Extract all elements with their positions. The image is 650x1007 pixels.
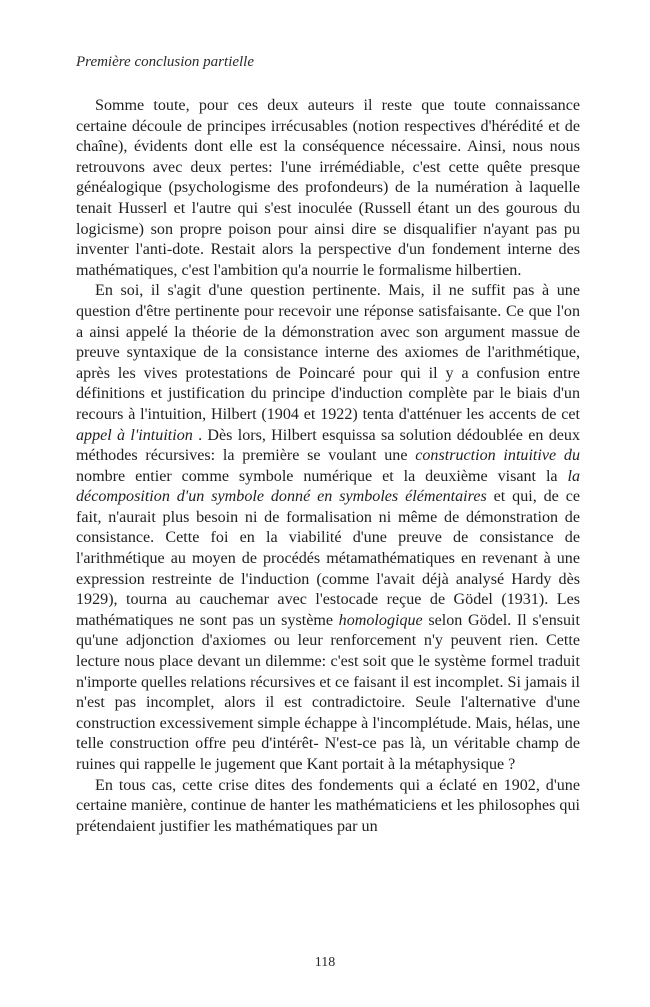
italic-word-homologique: homologique xyxy=(338,611,423,629)
page-number: 118 xyxy=(314,955,336,970)
text-segment: Somme toute, pour ces deux auteurs il reste que toute connaissance certaine découle de principes irrécusables (notion respectives d'hérédité et de chaîne), évidents dont elle est la conséquence nécessaire. Ainsi, nous nous retrouvons avec deux pertes: l'une irrémédiable, c'est cette quête presque généalogique (psychologisme des profondeurs) de la numération à laquelle tenait Husserl et l'autre qui s'est inoculée (Russell étant un des gourous du logicisme) son propre poison pour ainsi dire se disqualifier n'ayant pas pu inventer l'anti-dote. Restait alors la perspective d'un fondement interne des mathématiques, c'est l'ambition qu'a nourrie le formalisme hilbertien. xyxy=(76,97,580,279)
running-header: Première conclusion partielle xyxy=(76,54,255,70)
italic-phrase-decomposition: la décomposition d'un symbole donné en symboles élémentaires xyxy=(76,467,580,506)
italic-phrase-appel-a-l-intuition: appel à l'intuition xyxy=(76,426,193,444)
text-segment: nombre entier comme symbole numérique et la deuxième visant la xyxy=(76,467,568,485)
text-segment: En tous cas, cette crise dites des fondements qui a éclaté en 1902, d'une certaine manière, continue de hanter les mathématiciens et les philosophes qui prétendaient justifier les mathématiques par un xyxy=(76,776,580,835)
text-segment: et qui, de ce fait, n'aurait plus besoin ni de formalisation ni même de démonstration de consistance. Cette foi en la viabilité d'une preuve de consistance de l'arithmétique au moyen de procédés métamathématiques en revenant à une expression restreinte de l'induction (comme l'avait déjà analysé Hardy dès 1929), tourna au cauchemar avec l'estocade reçue de Gödel (1931). Les mathématiques ne sont pas un système xyxy=(76,488,581,629)
paragraph-1 xyxy=(76,96,580,281)
italic-phrase-construction-intuitive: construction intuitive du xyxy=(415,447,580,465)
paragraph-3 xyxy=(76,776,580,838)
paragraph-2 xyxy=(76,281,580,775)
text-segment: . Dès lors, Hilbert esquissa sa solution dédoublée en deux méthodes récursives: la première se voulant une xyxy=(76,426,580,465)
body-text xyxy=(76,96,580,837)
text-segment: selon Gödel. Il s'ensuit qu'une adjonction d'axiomes ou leur renforcement n'y peuvent rien. Cette lecture nous place devant un dilemme: c'est soit que le système formel traduit n'importe quelles relations récursives et ce faisant il est incomplet. Si jamais il n'est pas incomplet, alors il est contradictoire. Seule l'alternative d'une construction excessivement simple échappe à l'incomplétude. Mais, hélas, une telle construction offre peu d'intérêt- N'est-ce pas là, un véritable champ de ruines qui rappelle le jugement que Kant portait à la métaphysique ? xyxy=(76,611,581,773)
text-segment: En soi, il s'agit d'une question pertinente. Mais, il ne suffit pas à une question d'être pertinente pour recevoir une réponse satisfaisante. Ce que l'on a ainsi appelé la théorie de la démonstration avec son argument massue de preuve syntaxique de la consistance interne des axiomes de l'arithmétique, après les vives protestations de Poincaré pour qui il y a confusion entre définitions et justification du principe d'induction complète par le biais d'un recours à l'intuition, Hilbert (1904 et 1922) tenta d'atténuer les accents de cet xyxy=(76,282,580,423)
